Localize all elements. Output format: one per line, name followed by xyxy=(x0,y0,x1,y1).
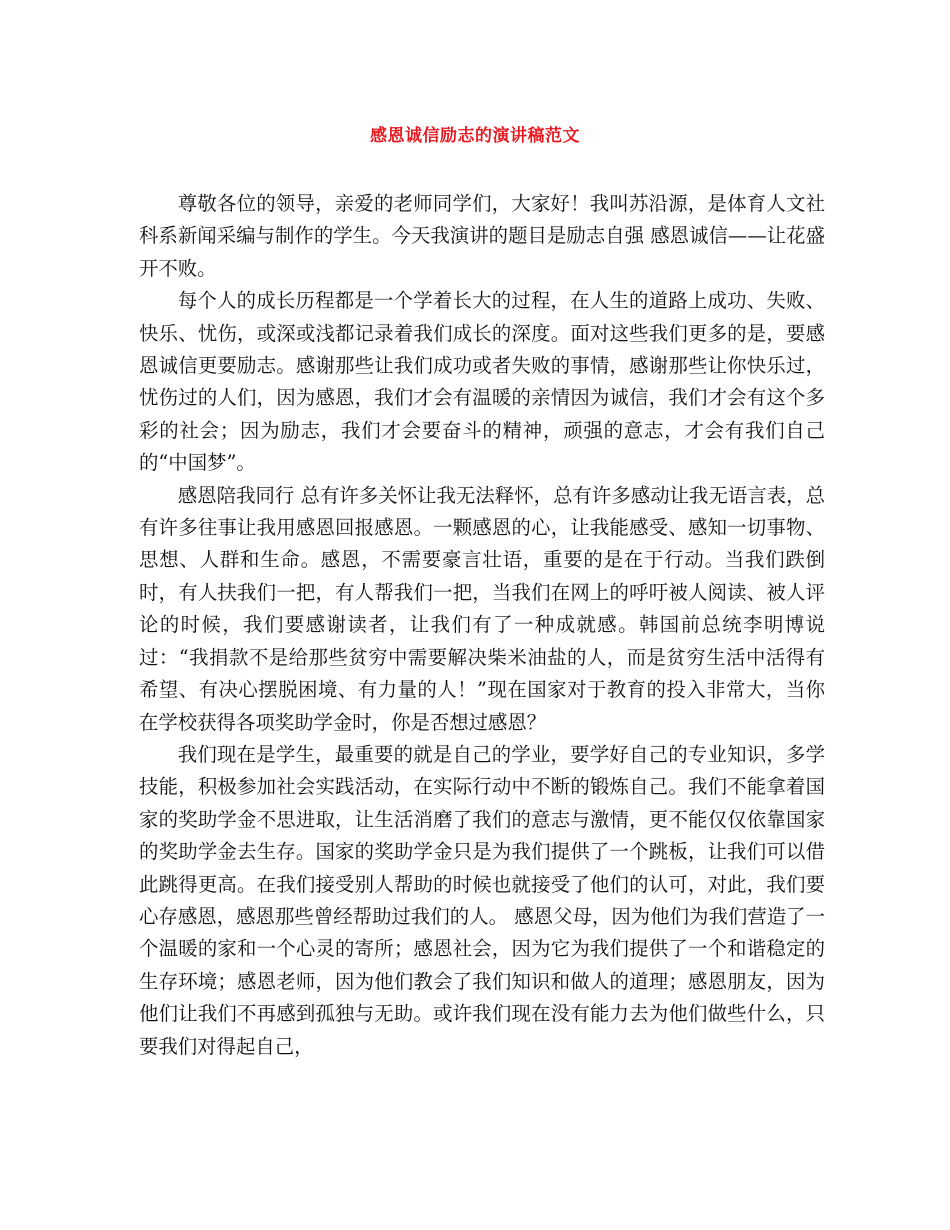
paragraph-4: 我们现在是学生，最重要的就是自己的学业，要学好自己的专业知识，多学技能，积极参加社会实践活动，在实际行动中不断的锻炼自己。我们不能拿着国家的奖助学金不思进取，让生活消磨了我们的意志与激情，更不能仅仅依靠国家的奖助学金去生存。国家的奖助学金只是为我们提供了一个跳板，让我们可以借此跳得更高。在我们接受别人帮助的时候也就接受了他们的认可，对此，我们要心存感恩，感恩那些曾经帮助过我们的人。 感恩父母，因为他们为我们营造了一个温暖的家和一个心灵的寄所；感恩社会，因为它为我们提供了一个和谐稳定的生存环境；感恩老师，因为他们教会了我们知识和做人的道理；感恩朋友，因为他们让我们不再感到孤独与无助。或许我们现在没有能力去为他们做些什么，只要我们对得起自己， xyxy=(139,742,825,1058)
paragraph-3: 感恩陪我同行 总有许多关怀让我无法释怀，总有许多感动让我无语言表，总有许多往事让我用感恩回报感恩。一颗感恩的心，让我能感受、感知一切事物、思想、人群和生命。感恩，不需要豪言壮语，重要的是在于行动。当我们跌倒时，有人扶我们一把，有人帮我们一把，当我们在网上的呼吁被人阅读、被人评论的时候，我们要感谢读者，让我们有了一种成就感。韩国前总统李明博说过：“我捐款不是给那些贫穷中需要解决柴米油盐的人，而是贫穷生活中活得有希望、有决心摆脱困境、有力量的人！”现在国家对于教育的投入非常大，当你在学校获得各项奖助学金时，你是否想过感恩？ xyxy=(139,483,825,734)
document-body xyxy=(139,188,825,1063)
paragraph-2: 每个人的成长历程都是一个学着长大的过程，在人生的道路上成功、失败、快乐、忧伤，或深或浅都记录着我们成长的深度。面对这些我们更多的是，要感恩诚信更要励志。感谢那些让我们成功或者失败的事情，感谢那些让你快乐过，忧伤过的人们，因为感恩，我们才会有温暖的亲情因为诚信，我们才会有这个多彩的社会；因为励志，我们才会要奋斗的精神，顽强的意志，才会有我们自己的“中国梦”。 xyxy=(139,289,825,475)
document-title: 感恩诚信励志的演讲稿范文 xyxy=(370,126,580,146)
paragraph-1: 尊敬各位的领导，亲爱的老师同学们，大家好！我叫苏沿源，是体育人文社科系新闻采编与制作的学生。今天我演讲的题目是励志自强 感恩诚信——让花盛开不败。 xyxy=(139,192,825,280)
